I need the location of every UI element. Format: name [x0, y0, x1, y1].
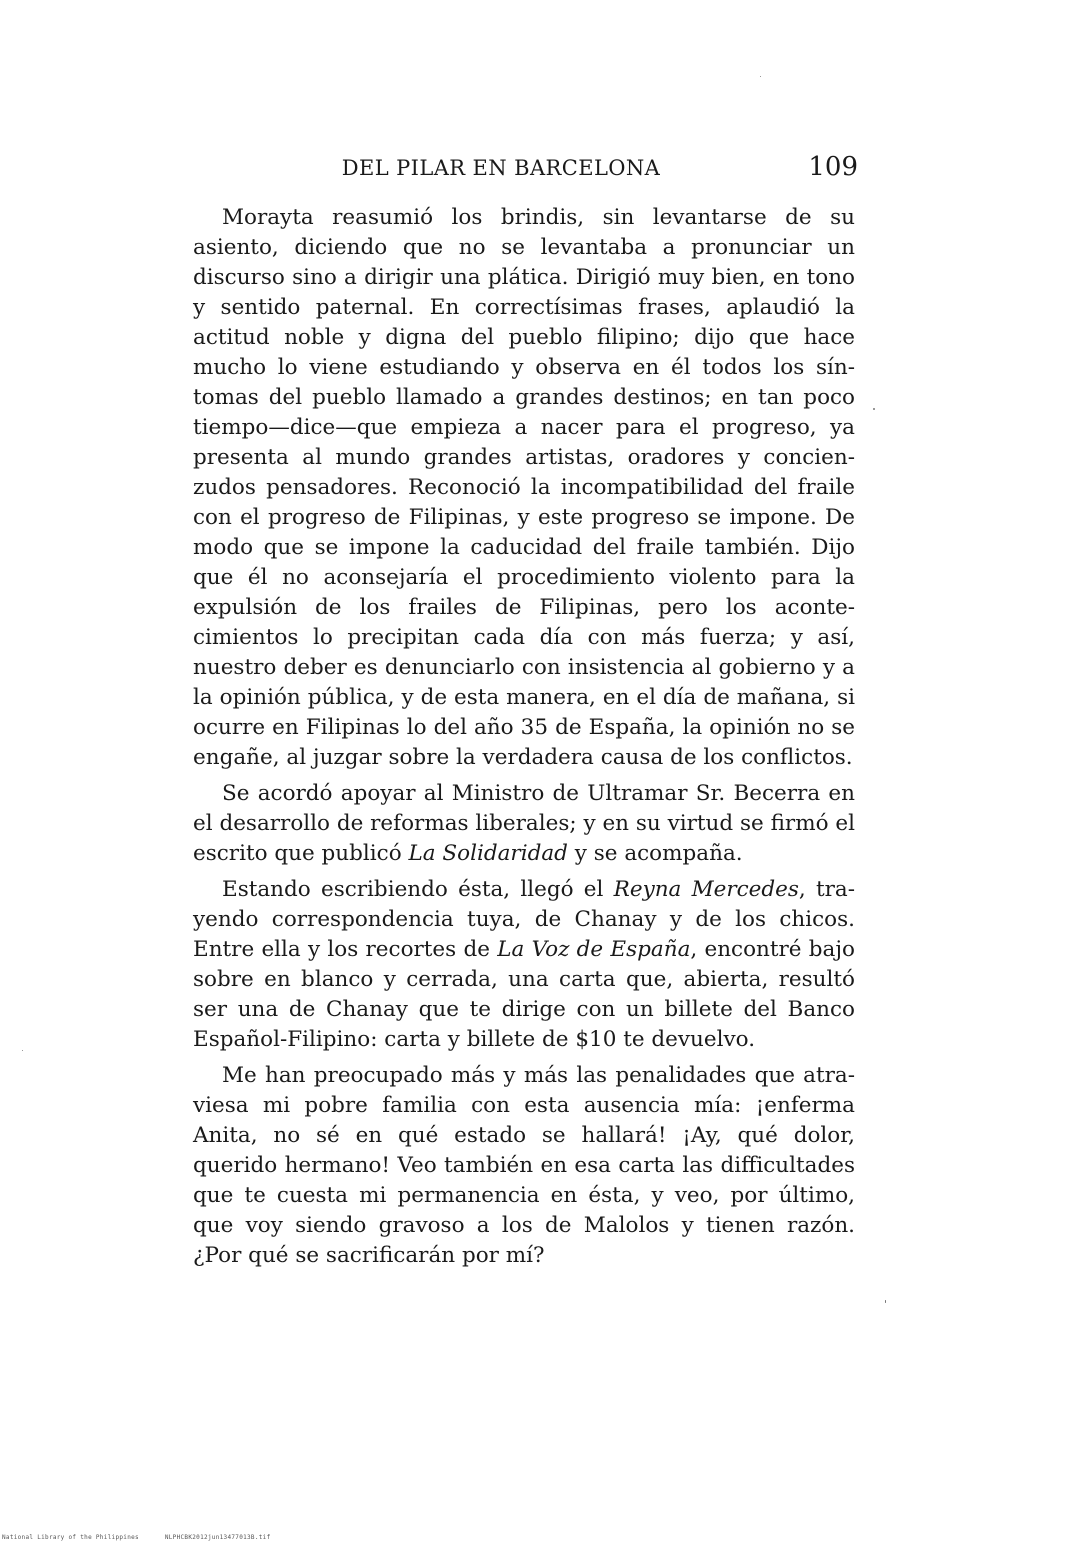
- paragraph-1: [193, 203, 855, 773]
- italic-title: La Solidaridad: [408, 841, 568, 866]
- scan-speck: [873, 408, 875, 410]
- text-segment: Morayta reasumió los brindis, sin levantarse de su asiento, diciendo que no se levantaba a pronunciar un discurso sino a dirigir una plática. Dirigió muy bien, en tono y sentido paternal. En correctísimas frases, aplaudió la actitud noble y digna del pueblo filipino; dijo que hace mucho lo viene estudiando y observa en él todos los síntomas del pueblo llamado a grandes destinos; en tan poco tiempo—dice—que empieza a nacer para el progreso, ya presenta al mundo grandes artistas, oradores y concienzudos pensadores. Reconoció la incompatibilidad del fraile con el progreso de Filipinas, y este progreso se impone. De modo que se impone la caducidad del fraile también. Dijo que él no aconsejaría el procedimiento violento para la expulsión de los frailes de Filipinas, pero los acontecimientos lo precipitan cada día con más fuerza; y así, nuestro deber es denunciarlo con insistencia al gobierno y a la opinión pública, y de esta manera, en el día de mañana, si ocurre en Filipinas lo del año 35 de España, la opinión no se engañe, al juzgar sobre la verdadera causa de los conflictos.: [193, 205, 855, 770]
- file-id: NLPHCBK2012jun13477013B.tif: [164, 1534, 271, 1541]
- paragraph-3: [193, 875, 855, 1055]
- scan-speck: [885, 1300, 886, 1303]
- italic-title: La Voz de España: [497, 937, 691, 962]
- text-segment: , encontré bajo sobre en blanco y cerrada, una carta que, abierta, resultó ser una de Chanay que te dirige con un billete del Banco Español-Filipino: carta y billete de $10 te devuelvo.: [193, 937, 855, 1052]
- body-text: [193, 203, 855, 1277]
- scan-speck: [760, 76, 761, 77]
- page-number: 109: [808, 152, 858, 182]
- running-head: DEL PILAR EN BARCELONA: [341, 156, 661, 180]
- scan-speck: [22, 1050, 23, 1051]
- paragraph-4: [193, 1061, 855, 1271]
- library-credit: National Library of the Philippines: [2, 1534, 139, 1541]
- text-segment: Se acordó apoyar al Ministro de Ultramar Sr. Becerra en el desarrollo de reformas liberales; y en su virtud se firmó el escrito que publicó: [193, 781, 855, 866]
- text-segment: y se acompaña.: [567, 841, 743, 866]
- text-segment: Estando escribiendo ésta, llegó el: [222, 877, 614, 902]
- text-segment: , trayendo correspondencia tuya, de Chanay y de los chicos. Entre ella y los recortes de: [193, 877, 855, 962]
- paragraph-2: [193, 779, 855, 869]
- italic-title: Reyna Mercedes: [613, 877, 799, 902]
- page-header: [218, 152, 858, 186]
- scan-footer: [2, 1534, 271, 1541]
- text-segment: Me han preocupado más y más las penalidades que atraviesa mi pobre familia con esta ausencia mía: ¡enferma Anita, no sé en qué estado se hallará! ¡Ay, qué dolor, querido hermano! Veo también en esa carta las difficultades que te cuesta mi permanencia en ésta, y veo, por último, que voy siendo gravoso a los de Malolos y tienen razón. ¿Por qué se sacrificarán por mí?: [193, 1063, 855, 1268]
